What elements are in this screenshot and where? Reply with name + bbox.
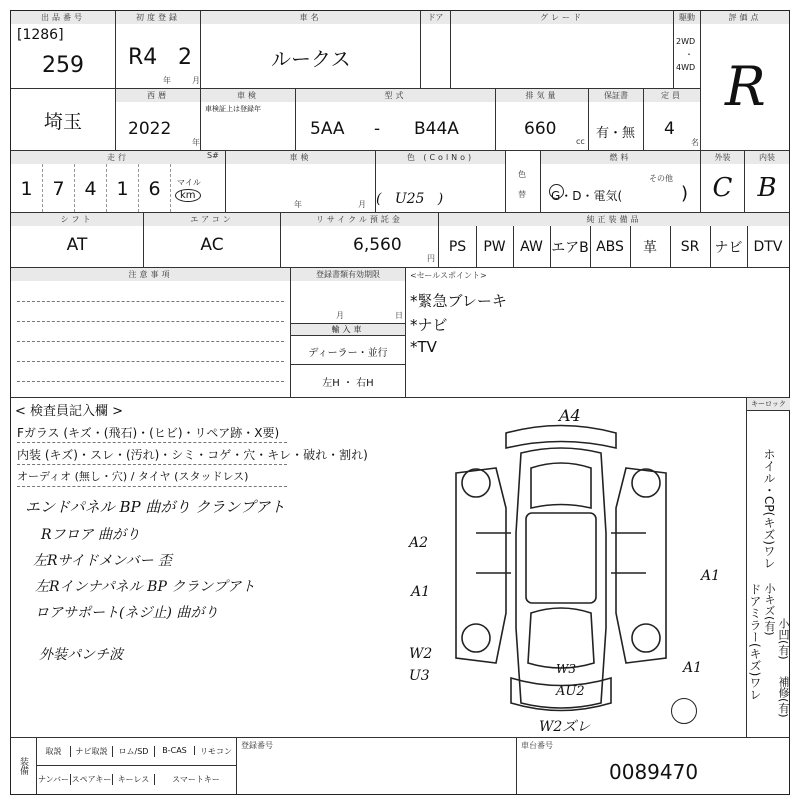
import-header: 輸入車 (291, 323, 405, 336)
mileage-digit: 6 (139, 164, 171, 212)
diagram-mark: A1 (683, 660, 703, 676)
footer-item: ナンバー (37, 775, 70, 784)
mileage-unit-km: km (175, 189, 201, 202)
equipment-item: 革 (630, 226, 671, 268)
diagram-mark: W2 (409, 646, 433, 662)
fuel-header: 燃料 (541, 151, 700, 164)
year-cell (116, 89, 201, 151)
recycle-cell (281, 213, 439, 268)
inspector-line: 内装 (キズ)・スレ・(汚れ)・シミ・コゲ・穴・キレ・破れ・割れ) (17, 448, 368, 462)
fuel-cell (541, 151, 701, 213)
aircon-header: エアコン (144, 213, 280, 226)
reg-no-header: 登録番号 (241, 741, 273, 750)
diagram-door-lines (476, 533, 646, 573)
import-dealer: ディーラー・並行 (308, 348, 388, 359)
displacement-cell (496, 89, 589, 151)
equipment-item: DTV (753, 239, 783, 255)
inspection-cell (226, 151, 376, 213)
model-header: 型式 (296, 89, 495, 102)
displacement-header: 排気量 (496, 89, 588, 102)
diagram-wheel (632, 624, 660, 652)
notes-line (17, 301, 284, 302)
diagram-circle (671, 698, 697, 724)
color-gae: 替 (518, 190, 526, 199)
fuel-other: その他 (649, 174, 673, 183)
notes-cell (11, 268, 291, 398)
interior-header: 内装 (745, 151, 789, 164)
import-handle: 左H ・ 右H (322, 378, 374, 389)
grade-cell (451, 11, 674, 89)
reg-limit-hi: 日 (395, 311, 403, 320)
inspector-rule (17, 486, 287, 487)
displacement-value: 660 (524, 119, 557, 139)
shift-cell (11, 213, 144, 268)
recycle-unit: 円 (427, 254, 435, 263)
footer-item: ロム/SD (113, 746, 155, 757)
equipment-item: エアB (550, 226, 591, 268)
interior-value: B (757, 173, 777, 203)
inspection-tsuki: 月 (358, 200, 366, 209)
diagram-mark: A2 (409, 535, 429, 551)
handwritten-note: Rフロア 曲がり (41, 527, 140, 543)
diagram-mark: W2ズレ (539, 719, 591, 735)
equipment-item: SR (670, 226, 711, 268)
exterior-cell (701, 151, 745, 213)
aircon-value: AC (200, 235, 224, 255)
diagram-mark: W3 (556, 662, 576, 676)
handwritten-note: ロアサポート(ネジ止) 曲がり (35, 605, 219, 621)
side-legend-item: 小凹(有) (777, 618, 790, 660)
area-cell (11, 89, 116, 151)
fuel-options: G・D・電気( (551, 189, 623, 203)
handwritten-note: 左Rインナパネル BP クランプアト (35, 579, 256, 595)
first-reg-tsuki: 月 (192, 76, 200, 85)
footer-item: リモコン (200, 747, 232, 756)
footer-label: 装備 (11, 738, 37, 794)
footer-item: B-CAS (155, 746, 195, 755)
aircon-cell (144, 213, 281, 268)
footer (11, 738, 789, 794)
notes-line (17, 341, 284, 342)
year-value: 2022 (128, 119, 172, 139)
recycle-value: 6,560 (353, 235, 402, 255)
capacity-value: 4 (664, 119, 675, 139)
equipment-item: PS (439, 226, 477, 268)
inspector-rule (17, 464, 287, 465)
side-legend-item: 小キズ(有) (763, 583, 776, 636)
sales-header: <セールスポイント> (410, 271, 487, 280)
footer-items (37, 738, 237, 794)
year-note: 車検証上は登録年 (205, 105, 261, 113)
drive-cell (674, 11, 701, 89)
diagram-rear-window (531, 463, 591, 508)
keybox-header: キーロック (747, 398, 790, 411)
sales-point: *ナビ (410, 316, 448, 334)
reg-limit-cell (291, 268, 406, 398)
drive-2wd: 2WD (676, 37, 696, 46)
shift-value: AT (66, 235, 88, 255)
handwritten-note: エンドパネル BP 曲がり クランプアト (25, 498, 286, 516)
exterior-value: C (712, 173, 733, 203)
footer-item: 取説 (37, 746, 71, 757)
notes-line (17, 381, 284, 382)
first-reg-header: 初度登録 (116, 11, 200, 24)
mileage-digit: 7 (43, 164, 75, 212)
score-value: R (725, 55, 766, 118)
sales-point: *TV (410, 338, 437, 356)
auction-sheet (10, 10, 790, 795)
year-nen: 年 (192, 138, 200, 147)
color-iro: 色 (518, 170, 526, 179)
notes-line (17, 361, 284, 362)
capacity-header: 定員 (644, 89, 700, 102)
diagram-mark: A4 (559, 406, 581, 425)
year-header: 西暦 (116, 89, 200, 102)
equipment-row (439, 226, 789, 268)
warranty-header: 保証書 (589, 89, 643, 102)
diagram-mark: A1 (701, 568, 721, 584)
color-cell (376, 151, 506, 213)
fuel-close: ) (681, 183, 689, 204)
exterior-header: 外装 (701, 151, 744, 164)
inspector-rule (17, 442, 287, 443)
first-reg-month: 2 (178, 45, 192, 70)
import-divider (291, 364, 405, 365)
model-note-cell (201, 89, 296, 151)
diagram-mark: AU2 (556, 684, 585, 699)
notes-line (17, 321, 284, 322)
inspector-header: < 検査員記入欄 > (15, 404, 124, 419)
drive-4wd: 4WD (676, 63, 696, 72)
model-code: B44A (414, 119, 459, 139)
mileage-digit: 1 (107, 164, 139, 212)
car-name-cell (201, 11, 421, 89)
inspector-line: オーディオ (無し・穴) / タイヤ (スタッドレス) (17, 470, 249, 483)
score-cell (701, 11, 789, 151)
mileage-header: 走行 (11, 151, 225, 164)
model-cell (296, 89, 496, 151)
chassis-cell (517, 738, 789, 794)
side-legend-item: ホイル・CP(キズ)ワレ (762, 448, 776, 569)
lot-code: [1286] (17, 27, 64, 43)
inspector-line: Fガラス (キズ・(飛石)・(ヒビ)・リペア跡・X要) (17, 426, 280, 440)
inspection-header: 車検 (226, 151, 375, 164)
reg-limit-header: 登録書類有効期限 (291, 268, 405, 281)
handwritten-note: 外装パンチ波 (39, 647, 123, 663)
chassis-number: 0089470 (609, 760, 699, 784)
first-reg-era: R4 (128, 45, 158, 70)
diagram-mark: A1 (411, 584, 431, 600)
reg-limit-tsuki: 月 (336, 311, 344, 320)
chassis-header: 車台番号 (521, 741, 553, 750)
side-legend-item: ドアミラー(キズ)ワレ (748, 583, 762, 701)
sales-cell (406, 268, 789, 398)
color-code: ( U25 ) (376, 191, 444, 207)
inspector-area (11, 398, 746, 738)
drive-header: 駆動 (674, 11, 700, 24)
diagram-wheel (462, 624, 490, 652)
reg-no-cell (237, 738, 517, 794)
equipment-item: PW (476, 226, 514, 268)
model-dash: - (374, 119, 381, 139)
model-prefix: 5AA (310, 119, 345, 139)
first-reg-cell (116, 11, 201, 89)
equipment-item: AW (513, 226, 551, 268)
first-reg-nen: 年 (163, 76, 171, 85)
footer-divider (37, 765, 237, 766)
handwritten-note: 左Rサイドメンバー 歪 (33, 553, 172, 569)
equipment-item: ABS (590, 226, 631, 268)
side-legend (746, 398, 789, 738)
side-legend-item: 補修(有) (777, 676, 790, 718)
interior-cell (745, 151, 789, 213)
footer-item: キーレス (113, 774, 155, 785)
warranty-cell (589, 89, 644, 151)
displacement-unit: cc (576, 137, 585, 146)
car-name-header: 車名 (201, 11, 420, 24)
model-note-header: 車検 (201, 89, 295, 102)
diagram-wheel (632, 469, 660, 497)
mileage-digits (11, 164, 171, 212)
door-cell (421, 11, 451, 89)
mileage-digit: 4 (75, 164, 107, 212)
footer-item: スマートキー (172, 775, 220, 784)
recycle-header: リサイクル預託金 (281, 213, 438, 226)
equipment-cell (439, 213, 789, 268)
sales-point: *緊急ブレーキ (410, 292, 507, 310)
mileage-unit-mile: マイル (177, 178, 201, 187)
mileage-digit: 1 (11, 164, 43, 212)
diagram-rear-bumper (506, 426, 616, 449)
equipment-header: 純正装備品 (439, 213, 789, 226)
door-header: ドア (421, 11, 450, 24)
diagram-roof (526, 513, 596, 603)
capacity-cell (644, 89, 701, 151)
warranty-value: 有・無 (596, 126, 636, 141)
capacity-unit: 名 (691, 138, 699, 147)
lot-number: 259 (42, 53, 84, 78)
drive-sep: ・ (685, 50, 693, 59)
inspection-nen: 年 (294, 200, 302, 209)
mileage-cell (11, 151, 226, 213)
grade-header: グレード (451, 11, 673, 24)
color-header: 色 (ColNo) (376, 151, 505, 164)
diagram-mark: U3 (409, 668, 430, 684)
diagram-wheel (462, 469, 490, 497)
area-value: 埼玉 (43, 111, 82, 133)
diagram-windshield (528, 608, 594, 668)
equipment-item: ナビ (710, 226, 748, 268)
notes-header: 注意事項 (11, 268, 290, 281)
car-name: ルークス (271, 47, 351, 71)
lot-header: 出品番号 (11, 11, 115, 24)
sharp-label: S# (207, 151, 219, 160)
lot-cell (11, 11, 116, 89)
shift-header: シフト (11, 213, 143, 226)
fuel-selected-circle (549, 184, 564, 199)
footer-item: スペアキー (71, 775, 112, 784)
score-header: 評価点 (701, 11, 789, 24)
color-change-cell (506, 151, 541, 213)
footer-item: ナビ取説 (71, 746, 113, 757)
